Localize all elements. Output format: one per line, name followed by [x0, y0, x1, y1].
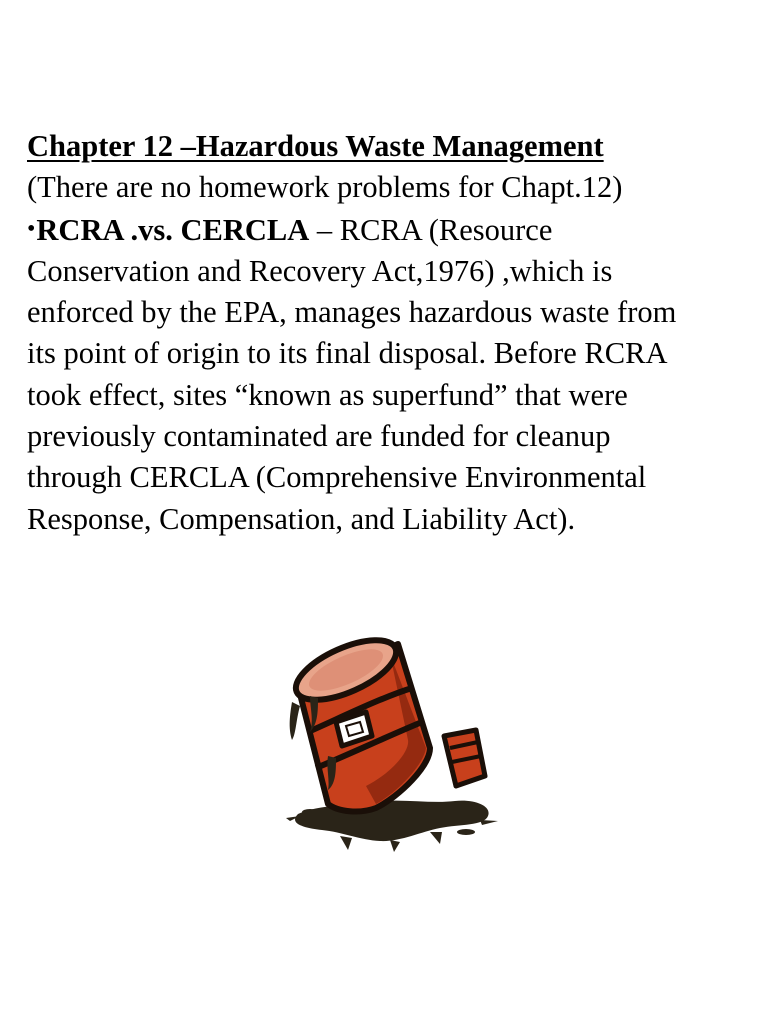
bullet-term: RCRA .vs. CERCLA — [36, 212, 310, 247]
main-barrel — [288, 636, 430, 811]
body-line: previously contaminated are funded for cleanup — [27, 419, 611, 454]
body-line: Conservation and Recovery Act,1976) ,which is — [27, 253, 613, 288]
spill-puddle — [286, 801, 498, 852]
body-line: took effect, sites “known as superfund” that were — [27, 377, 628, 412]
leaking-barrel-icon — [280, 636, 500, 854]
small-drum — [444, 730, 485, 786]
subtitle-note: (There are no homework problems for Chapt.12) — [27, 170, 623, 205]
body-line: enforced by the EPA, manages hazardous waste from — [27, 295, 677, 330]
page-title: Chapter 12 –Hazardous Waste Management — [27, 129, 604, 163]
text-block — [27, 126, 763, 540]
body-line: Response, Compensation, and Liability Act). — [27, 501, 576, 536]
body-line: through CERCLA (Comprehensive Environmental — [27, 460, 647, 495]
body-line: – RCRA (Resource — [309, 212, 553, 247]
bullet-paragraph-first-line — [27, 209, 763, 251]
bullet-icon: • — [27, 215, 36, 242]
body-line: its point of origin to its final disposal. Before RCRA — [27, 336, 668, 371]
